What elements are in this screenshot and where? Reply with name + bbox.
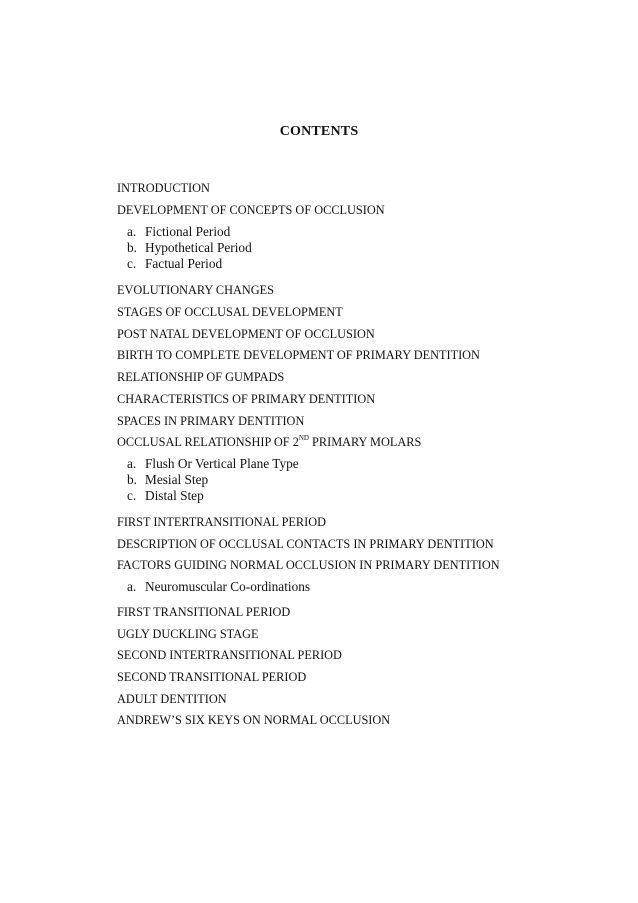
- toc-subentry-text: Mesial Step: [145, 471, 209, 487]
- toc-sublist-concepts: [117, 224, 617, 272]
- toc-entry-relationship-of-gumpads: RELATIONSHIP OF GUMPADS: [117, 370, 285, 385]
- toc-entry-post-natal-development: POST NATAL DEVELOPMENT OF OCCLUSION: [117, 326, 375, 341]
- toc-entry-birth-to-primary-dentition: BIRTH TO COMPLETE DEVELOPMENT OF PRIMARY DENTITION: [117, 348, 480, 363]
- toc-subentry: [117, 240, 617, 256]
- toc-subentry-text: Factual Period: [145, 256, 223, 272]
- toc-subentry-text: Distal Step: [145, 487, 204, 503]
- toc-entry-occlusal-relationship-molars: [117, 432, 617, 454]
- toc-entry-text: OCCLUSAL RELATIONSHIP OF 2: [117, 435, 299, 450]
- toc-entry-text: PRIMARY MOLARS: [308, 435, 422, 450]
- ordinal-suffix: ND: [298, 434, 309, 443]
- list-marker: a.: [127, 224, 137, 240]
- toc-entry-stages-occlusal-development: STAGES OF OCCLUSAL DEVELOPMENT: [117, 305, 343, 320]
- toc-entry-evolutionary-changes: EVOLUTIONARY CHANGES: [117, 283, 275, 298]
- list-marker: b.: [127, 471, 137, 487]
- page-title: [0, 124, 638, 140]
- toc-subentry-text: Flush Or Vertical Plane Type: [145, 455, 299, 471]
- toc-entry-first-intertransitional: FIRST INTERTRANSITIONAL PERIOD: [117, 514, 326, 529]
- toc-subentry: [117, 224, 617, 240]
- list-marker: c.: [127, 256, 137, 272]
- list-marker: b.: [127, 240, 137, 256]
- toc-sublist-factors: [117, 579, 617, 595]
- toc-subentry: [117, 579, 617, 595]
- toc-entry-second-transitional: SECOND TRANSITIONAL PERIOD: [117, 670, 307, 684]
- list-marker: a.: [127, 455, 137, 471]
- list-marker: c.: [127, 487, 137, 503]
- toc-entry-second-intertransitional: SECOND INTERTRANSITIONAL PERIOD: [117, 648, 342, 663]
- toc-subentry: [117, 256, 617, 272]
- toc-entry-occlusal-contacts: DESCRIPTION OF OCCLUSAL CONTACTS IN PRIMARY DENTITION: [117, 536, 494, 551]
- toc-entry-factors-guiding-occlusion: FACTORS GUIDING NORMAL OCCLUSION IN PRIMARY DENTITION: [117, 558, 500, 573]
- toc-subentry: [117, 488, 617, 504]
- toc-subentry: [117, 472, 617, 488]
- toc-entry-adult-dentition: ADULT DENTITION: [117, 691, 227, 706]
- toc-sublist-molar-relationship: [117, 456, 617, 504]
- toc-entry-spaces-primary-dentition: SPACES IN PRIMARY DENTITION: [117, 413, 305, 428]
- toc-subentry-text: Fictional Period: [145, 224, 231, 240]
- toc-entry-first-transitional: FIRST TRANSITIONAL PERIOD: [117, 604, 291, 619]
- toc-entry-andrews-six-keys: ANDREW’S SIX KEYS ON NORMAL OCCLUSION: [117, 713, 391, 728]
- table-of-contents: [117, 178, 617, 732]
- toc-entry-characteristics-primary-dentition: CHARACTERISTICS OF PRIMARY DENTITION: [117, 391, 376, 406]
- toc-entry-introduction: INTRODUCTION: [117, 181, 210, 195]
- list-marker: a.: [127, 578, 137, 594]
- toc-subentry-text: Hypothetical Period: [145, 240, 252, 256]
- toc-subentry-text: Neuromuscular Co-ordinations: [145, 578, 311, 594]
- page-title-text: CONTENTS: [279, 124, 359, 139]
- toc-entry-ugly-duckling: UGLY DUCKLING STAGE: [117, 626, 259, 641]
- toc-entry-concepts-of-occlusion: DEVELOPMENT OF CONCEPTS OF OCCLUSION: [117, 202, 385, 217]
- toc-subentry: [117, 456, 617, 472]
